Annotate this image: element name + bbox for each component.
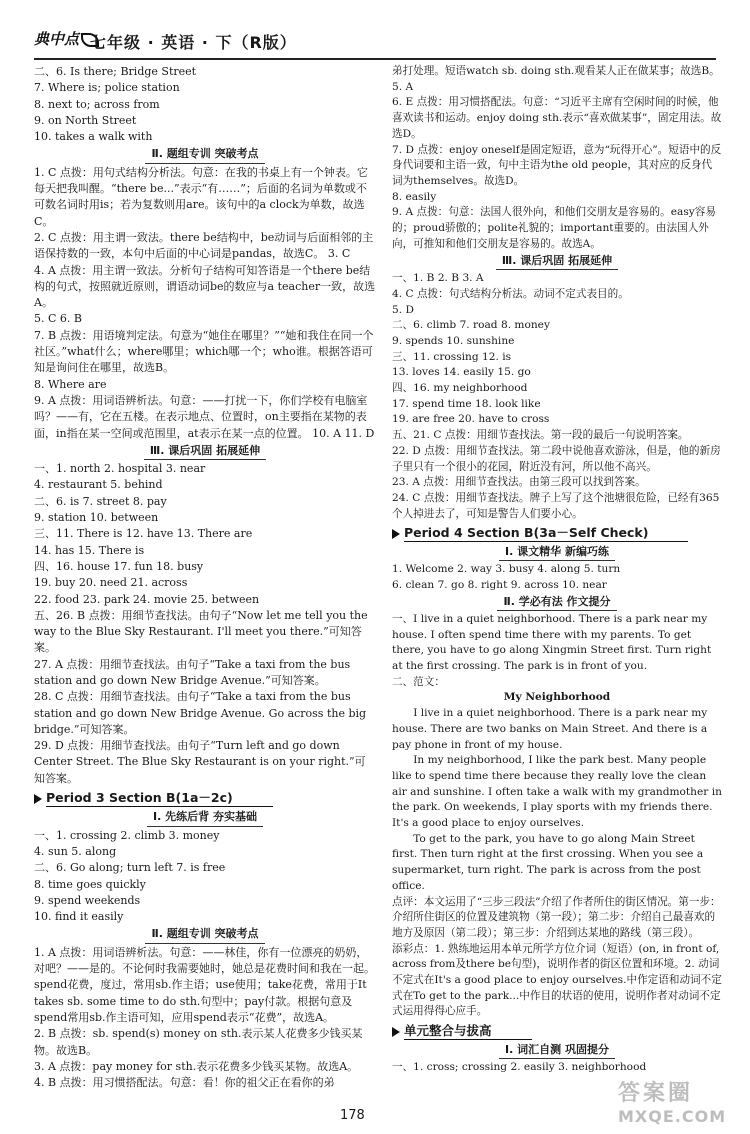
answer-line: 19. buy 20. need 21. across bbox=[34, 576, 188, 590]
answer-line: 4. C 点拨：句式结构分析法。动词不定式表目的。 bbox=[392, 287, 629, 300]
answer-line: 5. D bbox=[392, 303, 414, 316]
period-heading-text: 单元整合与拔高 bbox=[404, 1023, 532, 1040]
answer-line: 5. C 6. B bbox=[34, 312, 82, 326]
answer-line: 29. D 点拨：用细节查找法。由句子“Turn left and go down Center Street. The Blue Sky Restaurant is on your right.”可知答案。 bbox=[34, 739, 366, 785]
answer-line: 一、1. cross; crossing 2. easily 3. neighborhood bbox=[392, 1060, 647, 1073]
answer-line: 点评：本文运用了“三步三段法”介绍了作者所住的街区情况。第一步：介绍所住街区的位置及建筑物（第一段）；第二步：介绍自己最喜欢的地方及原因（第二段）；第三步：介绍到达某地的路线（第三段）。 bbox=[392, 895, 721, 939]
answer-line: 9. spends 10. sunshine bbox=[392, 334, 515, 347]
section-heading-text: Ⅲ. 课后巩固 拓展延伸 bbox=[144, 443, 266, 460]
answer-line: 4. sun 5. along bbox=[34, 844, 117, 858]
watermark-url: MXQE.COM bbox=[618, 1107, 727, 1126]
period-heading bbox=[392, 525, 722, 542]
answer-line: 四、16. my neighborhood bbox=[392, 382, 528, 395]
answer-line: 4. A 点拨：用主谓一致法。分析句子结构可知答语是一个there be结构的句式，按照就近原则，谓语动词be的数应与a teacher一致，故选A。 bbox=[34, 263, 376, 310]
section-heading bbox=[392, 1042, 722, 1059]
section-heading-text: Ⅲ. 课后巩固 拓展延伸 bbox=[496, 253, 618, 270]
answer-line: 1. C 点拨：用句式结构分析法。句意：在我的书桌上有一个钟表。它每天把我叫醒。“there be...”表示“有……”；后面的名词为单数或不可数名词时用is；若为复数则用are。该句中的a clock为单数，故选C。 bbox=[34, 165, 368, 228]
answer-line: 13. loves 14. easily 15. go bbox=[392, 366, 531, 379]
answer-line: 22. D 点拨：用细节查找法。第二段中说他喜欢游泳，但是，他的新房子里只有一个很小的花园，附近没有河，所以他不高兴。 bbox=[392, 444, 721, 473]
period-heading-text: Period 4 Section B(3a－Self Check) bbox=[404, 525, 688, 542]
answer-line: 8. time goes quickly bbox=[34, 877, 146, 891]
answer-line: 4. B 点拨：用习惯搭配法。句意：看！你的祖父正在看你的弟 bbox=[34, 1076, 335, 1090]
answer-line: 1. Welcome 2. way 3. busy 4. along 5. turn bbox=[392, 562, 621, 575]
answer-line: 14. has 15. There is bbox=[34, 543, 145, 557]
page-header bbox=[0, 0, 750, 62]
answer-line: 4. restaurant 5. behind bbox=[34, 478, 163, 492]
section-heading-text: Ⅰ. 先练后背 夯实基础 bbox=[147, 809, 263, 826]
answer-line: 5. A bbox=[392, 80, 414, 93]
answer-line: 2. B 点拨：sb. spend(s) money on sth.表示某人花费多少钱买某物。故选B。 bbox=[34, 1027, 363, 1057]
answer-line: 10. takes a walk with bbox=[34, 130, 153, 144]
watermark bbox=[618, 1076, 740, 1128]
answer-line: 一、1. north 2. hospital 3. near bbox=[34, 462, 206, 476]
essay-title: My Neighborhood bbox=[503, 691, 611, 704]
answer-line: 二、范文： bbox=[392, 675, 445, 688]
logo-text: 典中点 bbox=[34, 30, 80, 48]
answer-line: 6. E 点拨：用习惯搭配法。句意：“习近平主席有空闲时间的时候，他喜欢读书和运动。enjoy doing sth.表示“喜欢做某事”，固定用法。故选D。 bbox=[392, 96, 722, 140]
section-heading-text: Ⅰ. 课文精华 新编巧练 bbox=[499, 544, 615, 561]
answer-line: 四、16. house 17. fun 18. busy bbox=[34, 559, 204, 573]
section-heading-text: Ⅱ. 题组专训 突破考点 bbox=[145, 926, 264, 943]
book-title: 七年级 · 英语 · 下（R版） bbox=[90, 33, 297, 52]
answer-line: 一、1. crossing 2. climb 3. money bbox=[34, 828, 220, 842]
essay-paragraph: In my neighborhood, I like the park best. Many people like to spend time there because they really love the clean air and sunshine. I often take a walk with my grandmother in the park. On weekends, I play sports with my friends there. It's a good place to enjoy ourselves. bbox=[392, 754, 722, 830]
answer-line: 19. are free 20. have to cross bbox=[392, 413, 550, 426]
section-heading-text: Ⅱ. 学必有法 作文提分 bbox=[497, 594, 616, 611]
answer-line: 二、6. Is there; Bridge Street bbox=[34, 65, 197, 78]
answer-line: 17. spend time 18. look like bbox=[392, 397, 541, 410]
answer-line: 二、6. Go along; turn left 7. is free bbox=[34, 861, 226, 875]
answer-line: 8. easily bbox=[392, 190, 437, 203]
period-heading bbox=[392, 1023, 722, 1040]
answer-line: 9. A 点拨：句意：法国人很外向，和他们交朋友是容易的。easy容易的；proud骄傲的；polite礼貌的；important重要的。由法国人外向，可推知和他们交朋友是容易的。故选A。 bbox=[392, 206, 716, 250]
answer-line: 7. D 点拨：enjoy oneself是固定短语，意为“玩得开心”。短语中的反身代词要和主语一致，句中主语为the old people，其对应的反身代词为themselves。故选D。 bbox=[392, 143, 722, 187]
section-heading bbox=[392, 253, 722, 270]
triangle-arrow-icon bbox=[34, 794, 42, 804]
answer-line: 9. on North Street bbox=[34, 113, 137, 127]
period-heading-text: Period 3 Section B(1a－2c) bbox=[46, 790, 273, 807]
answer-line: 弟打处理。短语watch sb. doing sth.观看某人正在做某事；故选B。 bbox=[392, 65, 720, 77]
answer-line: 一、I live in a quiet neighborhood. There is a park near my house. I often spend time there with my parents. To get there, you have to go along Xingmin Street first. Turn right at the first crossing. The park is in front of you. bbox=[392, 612, 712, 673]
answer-line: 22. food 23. park 24. movie 25. between bbox=[34, 592, 260, 606]
section-heading bbox=[34, 926, 376, 943]
section-heading bbox=[392, 544, 722, 561]
watermark-text: 答案圈 bbox=[618, 1081, 694, 1106]
answer-line: 9. station 10. between bbox=[34, 511, 159, 525]
section-heading bbox=[392, 594, 722, 611]
left-column bbox=[34, 64, 376, 1091]
essay-paragraph: I live in a quiet neighborhood. There is a park near my house. There are two banks on Main Street. And there is a pay phone in front of my house. bbox=[392, 707, 708, 751]
answer-line: 8. Where are bbox=[34, 377, 107, 391]
answer-line: 二、6. is 7. street 8. pay bbox=[34, 494, 167, 508]
period-heading bbox=[34, 790, 376, 807]
answer-line: 24. C 点拨：用细节查找法。牌子上写了这个池塘很危险，已经有365个人掉进去了，可知是警告人们要小心。 bbox=[392, 491, 720, 520]
answer-line: 3. A 点拨：pay money for sth.表示花费多少钱买某物。故选A。 bbox=[34, 1059, 359, 1073]
section-heading-text: Ⅰ. 词汇自测 巩固提分 bbox=[499, 1042, 615, 1059]
answer-line: 五、21. C 点拨：用细节查找法。第一段的最后一句说明答案。 bbox=[392, 429, 689, 442]
answer-line: 2. C 点拨：用主谓一致法。there be结构中，be动词与后面相邻的主语保持数的一致，本句中后面的中心词是pandas，故选C。 3. C bbox=[34, 230, 374, 261]
triangle-arrow-icon bbox=[392, 529, 400, 539]
answer-line: 三、11. crossing 12. is bbox=[392, 350, 512, 363]
answer-line: 7. B 点拨：用语境判定法。句意为“她住在哪里？”“她和我住在同一个社区。”what什么；where哪里；which哪一个；who谁。根据答语可知是询问住在哪里，故选B。 bbox=[34, 328, 374, 375]
page-number: 178 bbox=[340, 1108, 365, 1123]
header-divider bbox=[34, 58, 716, 60]
answer-line: 9. A 点拨：用词语辨析法。句意：——打扰一下，你们学校有电脑室吗？——有，它在五楼。在表示地点、位置时，on主要指在某物的表面，in指在某一空间或范围里，at表示在某一点的位置。 10. A 11. D bbox=[34, 393, 375, 440]
answer-line: 27. A 点拨：用细节查找法。由句子“Take a taxi from the bus station and go down New Bridge Avenue.”可知答案。 bbox=[34, 657, 351, 687]
answer-line: 1. A 点拨：用词语辨析法。句意：——林佳，你有一位漂亮的奶奶，对吧？——是的。不论何时我需要她时，她总是花费时间和我在一起。spend花费，度过，常用sb.作主语；use使用；take花费，常用于It takes sb. some time to do sth.句型中；pay付款。根据句意及spend常用sb.作主语可知，应用spend表示“花费”，故选A。 bbox=[34, 945, 375, 1024]
answer-line: 8. next to; across from bbox=[34, 97, 160, 111]
answer-line: 6. clean 7. go 8. right 9. across 10. near bbox=[392, 578, 607, 591]
answer-line: 7. Where is; police station bbox=[34, 81, 180, 95]
answer-line: 三、11. There is 12. have 13. There are bbox=[34, 527, 253, 541]
triangle-arrow-icon bbox=[392, 1027, 400, 1037]
answer-line: 10. find it easily bbox=[34, 910, 124, 924]
section-heading bbox=[34, 146, 376, 163]
answer-line: 一、1. B 2. B 3. A bbox=[392, 272, 484, 285]
section-heading bbox=[34, 443, 376, 460]
section-heading bbox=[34, 809, 376, 826]
answer-line: 23. A 点拨：用细节查找法。由第三段可以找到答案。 bbox=[392, 476, 646, 489]
answer-line: 28. C 点拨：用细节查找法。由句子“Take a taxi from the bus station and go down New Bridge Avenue. Go across the big bridge.”可知答案。 bbox=[34, 690, 367, 736]
essay-paragraph: To get to the park, you have to go along Main Street first. Then turn right at the first crossing. When you see a supermarket, turn right. The park is across from the post office. bbox=[392, 832, 704, 892]
answer-line: 添彩点：1. 熟练地运用本单元所学方位介词（短语）(on, in front of, across from及there be句型)，说明作者的街区位置和环境。2. 动词不定式在It's a good place to enjoy ourselves.中作定语和动词不定式在To get to the park...中作目的状语的使用，说明作者对动词不定式运用得得心应手。 bbox=[392, 942, 722, 1018]
answer-line: 二、6. climb 7. road 8. money bbox=[392, 319, 550, 332]
right-column bbox=[392, 64, 722, 1075]
answer-line: 五、26. B 点拨：用细节查找法。由句子“Now let me tell you the way to the Blue Sky Restaurant. I'll meet you there.”可知答案。 bbox=[34, 608, 368, 655]
answer-line: 9. spend weekends bbox=[34, 893, 141, 907]
section-heading-text: Ⅱ. 题组专训 突破考点 bbox=[145, 146, 264, 163]
